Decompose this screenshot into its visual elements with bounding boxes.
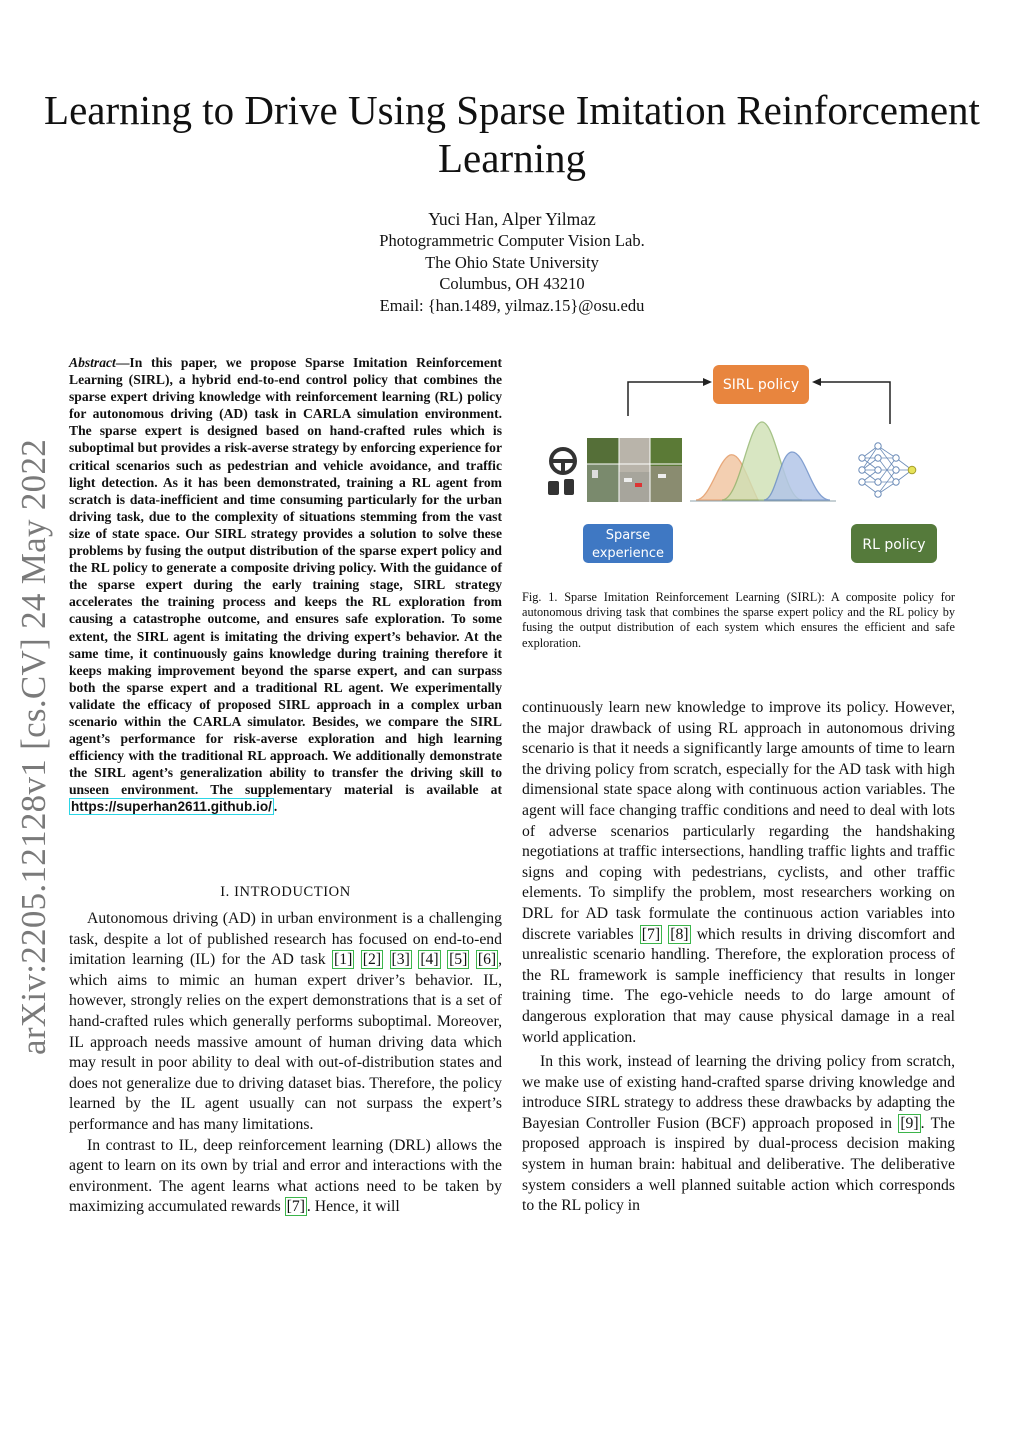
abstract — [69, 354, 502, 816]
intro-left-column — [69, 909, 502, 1218]
citation-7[interactable]: [7] — [286, 1198, 305, 1216]
right-p2-text-b: . The proposed approach is inspired by dual-process decision making system in human brain: habitual and deliberative. The deliberative system considers a well planned suitable action which corresponds to the RL policy in — [522, 1114, 955, 1215]
right-p2-text-a: In this work, instead of learning the driving policy from scratch, we make use of existing hand-crafted sparse driving knowledge and introduce SIRL strategy to address these drawbacks by adapting the Bayesian Controller Fusion (BCF) approach proposed in — [522, 1053, 955, 1132]
intro-p2-text-b: . Hence, it will — [306, 1198, 400, 1216]
right-paragraph-1 — [522, 698, 955, 1048]
affiliation-lab: Photogrammetric Computer Vision Lab. — [379, 231, 645, 250]
rl-policy-label: RL policy — [862, 537, 926, 553]
intro-p1-text-a: Autonomous driving (AD) in urban environment is a challenging task, despite a lot of published research has focused on end-to-end imitation learning (IL) for the AD task — [69, 910, 502, 969]
citation-1[interactable]: [1] — [334, 951, 353, 969]
section-heading-introduction: I. INTRODUCTION — [220, 884, 351, 900]
paper-title: Learning to Drive Using Sparse Imitation Reinforcement Learning — [44, 87, 980, 181]
figure-1-caption: Fig. 1. Sparse Imitation Reinforcement Learning (SIRL): A composite policy for autonomous driving task that combines the sparse expert policy and the RL policy by fusing the output distribution of each system which ensures the efficient and safe exploration. — [522, 590, 955, 650]
sparse-experience-label-2: experience — [591, 546, 665, 561]
citation-9[interactable]: [9] — [900, 1114, 919, 1132]
citation-3[interactable]: [3] — [391, 951, 410, 969]
citation-4[interactable]: [4] — [420, 951, 439, 969]
author-block — [0, 208, 1024, 316]
author-email: Email: {han.1489, yilmaz.15}@osu.edu — [379, 295, 645, 315]
intro-p2-text-a: In contrast to IL, deep reinforcement learning (DRL) allows the agent to learn on its own by trial and error and interactions with the environment. The agent learns what actions need to be taken by maximizing accumulated rewards — [69, 1136, 502, 1216]
arrow-left-to-sirl — [628, 382, 704, 416]
arrow-right-to-sirl — [820, 382, 890, 424]
intro-paragraph-2 — [69, 1136, 502, 1218]
authors: Yuci Han, Alper Yilmaz — [428, 209, 596, 229]
abstract-lead: Abstract — [69, 355, 116, 370]
citation-8[interactable]: [8] — [670, 925, 689, 943]
aerial-scene-image — [587, 438, 682, 502]
pedals-icon — [548, 479, 574, 495]
citation-5[interactable]: [5] — [449, 951, 468, 969]
citation-7-right[interactable]: [7] — [641, 925, 661, 943]
citation-6[interactable]: [6] — [477, 951, 497, 969]
figure-1-diagram — [540, 360, 960, 570]
arrowhead-left-icon — [703, 378, 712, 386]
right-p1-text-a: continuously learn new knowledge to improve its policy. However, the major drawback of using RL approach in autonomous driving scenario is that it needs a significantly large amounts of time to learn the driving policy from scratch, especially for the AD task with high dimensional state space along with continuous action variables. The agent will face changing traffic conditions and need to deal with lots of adverse scenarios particularly regarding the handshaking negotiations at traffic intersections, handling traffic lights and traffic signs and coping with pedestrians, cyclists, and other traffic elements. To simplify the problem, most researchers working on DRL for AD task formulate the continuous action variables into discrete variables — [522, 699, 955, 943]
intro-paragraph-1 — [69, 909, 502, 1136]
abstract-end: . — [273, 799, 278, 815]
intro-right-column — [522, 698, 955, 1217]
right-paragraph-2 — [522, 1052, 955, 1217]
sirl-policy-label: SIRL policy — [722, 377, 800, 393]
citation-2[interactable]: [2] — [362, 951, 382, 969]
arrowhead-right-icon — [812, 378, 821, 386]
supplementary-link[interactable]: https://superhan2611.github.io/ — [71, 799, 272, 815]
intro-p1-text-b: , which aims to mimic an human expert driver’s behavior. IL, however, strongly relies on the expert demonstrations that is a set of hand-crafted rules which generally performs suboptimal. Moreover, IL approach needs massive amount of human driving data which may result in poor ability to deal with out-of-distribution states and does not generalize due to driving dataset bias. Therefore, the policy learned by the IL agent usually can not surpass the expert’s performance and has many limitations. — [69, 951, 503, 1133]
sparse-experience-label-1: Sparse — [605, 528, 651, 543]
neural-network-icon — [862, 446, 912, 494]
steering-wheel-icon — [551, 449, 575, 473]
right-p1-text-b: which results in driving discomfort and unrealistic scenario handling. Therefore, the exploration process of the RL framework is sample inefficiency that results in longer training time. The ego-vehicle needs to do large amount of dangerous exploration that may cause physical damage in a real world application. — [522, 925, 956, 1046]
abstract-text: —In this paper, we propose Sparse Imitation Reinforcement Learning (SIRL), a hybrid end-to-end control policy that combines the sparse expert driving knowledge with reinforcement learning (RL) policy for autonomous driving (AD) task in CARLA simulation environment. The sparse expert is designed based on hand-crafted rules which is suboptimal but provides a risk-averse strategy by enforcing experience for critical scenarios such as pedestrian and vehicle avoidance, and traffic light detection. As it has been demonstrated, training a RL agent from scratch is data-inefficient and time consuming particularly for the urban driving task, due to the complexity of situations stemming from the vast size of state space. Our SIRL strategy provides a solution to solve these problems by fusing the output distribution of the sparse expert policy and the RL policy to generate a composite driving policy. With the guidance of the sparse expert during the early training stage, SIRL strategy accelerates the training process and keeps the RL exploration from causing a catastrophe outcome, and ensures safe exploration. To some extent, the SIRL agent is imitating the driving expert’s behavior. At the same time, it continuously gains knowledge during training therefore it keeps making improvement beyond the sparse expert, and can surpass both the sparse expert and a traditional RL agent. We experimentally validate the efficacy of proposed SIRL approach in a complex urban scenario within the CARLA simulator. Besides, we compare the SIRL agent’s performance for risk-averse exploration and high learning efficiency with the traditional RL approach. We additionally demonstrate the SIRL agent’s generalization ability to transfer the driving skill to unseen environment. The supplementary material is available at — [69, 355, 502, 798]
affiliation-location: Columbus, OH 43210 — [439, 274, 585, 293]
affiliation-university: The Ohio State University — [425, 252, 599, 272]
arxiv-stamp: arXiv:2205.12128v1 [cs.CV] 24 May 2022 — [14, 438, 53, 1055]
